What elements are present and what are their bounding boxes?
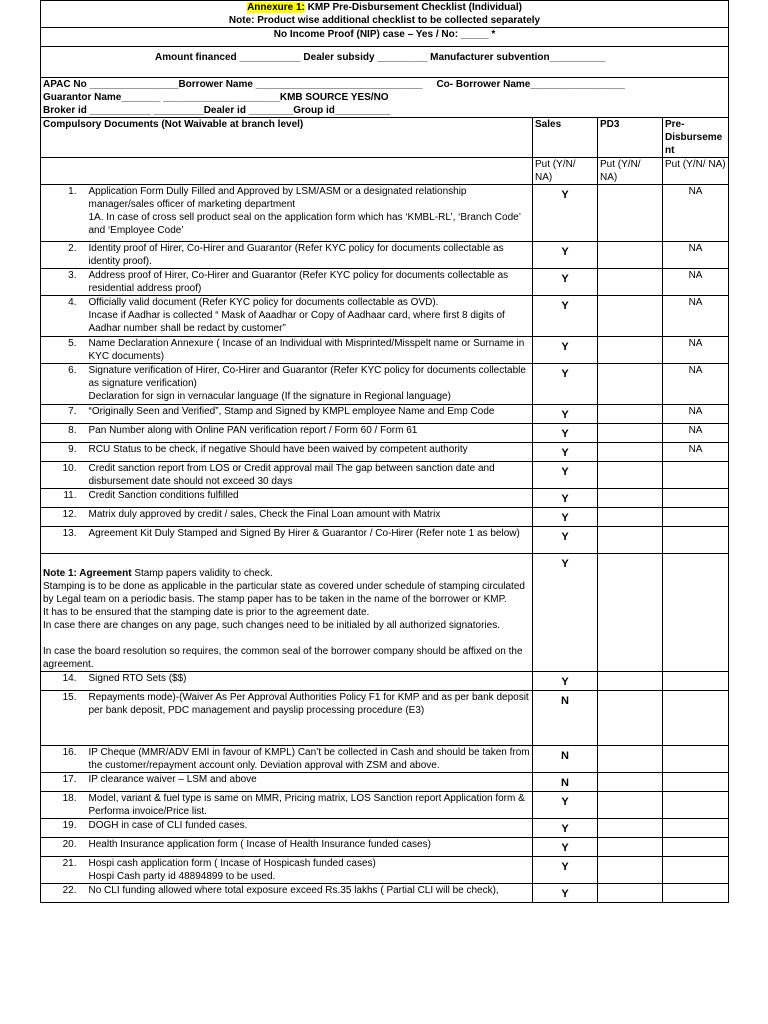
note-line: In case there are changes on any page, such changes need to be initialed by all authorized signatories. [43, 620, 500, 631]
sales-value[interactable]: Y [533, 364, 598, 405]
pd3-value[interactable] [598, 405, 663, 424]
item-number: 16. [41, 746, 87, 773]
sales-value[interactable]: Y [533, 443, 598, 462]
pre-disbursement-value[interactable] [663, 462, 729, 489]
checklist-item-row [41, 462, 729, 489]
item-number: 4. [41, 296, 87, 337]
pd3-value[interactable] [598, 424, 663, 443]
note-line: It has to be ensured that the stamping date is prior to the agreement date. [43, 607, 370, 618]
item-description [87, 185, 533, 242]
item-description-line: Health Insurance application form ( Incase of Health Insurance funded cases) [88, 839, 431, 850]
item-description-line: Hospi Cash party id 48894899 to be used. [88, 871, 276, 882]
annexure-label: Annexure 1: [247, 2, 305, 13]
pre-disbursement-value[interactable] [663, 489, 729, 508]
item-description [87, 884, 533, 903]
note-text: Stamp papers validity to check. [131, 568, 273, 579]
item-description [87, 838, 533, 857]
checklist-item-row [41, 773, 729, 792]
pre-disbursement-value[interactable] [663, 554, 729, 672]
checklist-title: KMP Pre-Disbursement Checklist (Individual) [307, 2, 522, 13]
amount-financed-field[interactable]: Amount financed ___________ [155, 52, 301, 63]
item-description-line: IP clearance waiver – LSM and above [88, 774, 257, 785]
item-description-line: “Originally Seen and Verified”, Stamp and Signed by KMPL employee Name and Emp Code [88, 406, 495, 417]
nip-row [41, 28, 729, 47]
pd3-value[interactable] [598, 489, 663, 508]
checklist-item-row [41, 857, 729, 884]
item-description-line: Incase if Aadhar is collected “ Mask of Aaadhar or Copy of Aadhaar card, where first 8 digits of Aadhar number shall be redact by customer” [88, 310, 505, 334]
pre-disbursement-value[interactable]: NA [663, 242, 729, 269]
sales-value[interactable]: Y [533, 269, 598, 296]
checklist-item-row [41, 672, 729, 691]
pd3-value[interactable] [598, 462, 663, 489]
nip-case[interactable]: No Income Proof (NIP) case – Yes / No: _____ * [273, 29, 496, 40]
item-description [87, 773, 533, 792]
item-number: 3. [41, 269, 87, 296]
item-number: 20. [41, 838, 87, 857]
item-description [87, 691, 533, 746]
checklist-table [40, 0, 729, 903]
item-description-line: RCU Status to be check, if negative Should have been waived by competent authority [88, 444, 468, 455]
pre-disbursement-value[interactable]: NA [663, 405, 729, 424]
pd3-value[interactable] [598, 792, 663, 819]
pre-disbursement-value[interactable]: NA [663, 185, 729, 242]
sales-value[interactable]: Y [533, 508, 598, 527]
sales-value[interactable]: Y [533, 857, 598, 884]
item-number: 1. [41, 185, 87, 242]
sales-value[interactable]: Y [533, 337, 598, 364]
dealer-subsidy-field[interactable]: Dealer subsidy _________ [303, 52, 428, 63]
item-number: 17. [41, 773, 87, 792]
sales-value[interactable]: Y [533, 405, 598, 424]
item-description [87, 424, 533, 443]
column-header-row [41, 118, 729, 158]
item-number: 19. [41, 819, 87, 838]
sales-column-header: Sales [533, 118, 598, 158]
apac-row [41, 78, 729, 92]
item-description [87, 672, 533, 691]
sales-value[interactable]: Y [533, 296, 598, 337]
item-number: 5. [41, 337, 87, 364]
sales-value[interactable]: Y [533, 489, 598, 508]
item-description [87, 405, 533, 424]
pre-disbursement-value[interactable]: NA [663, 443, 729, 462]
apac-borrower-fields[interactable]: APAC No ________________Borrower Name ______________________________ Co- Borrower Name_________________ [41, 78, 729, 92]
sales-value[interactable]: Y [533, 185, 598, 242]
item-description-line: Repayments mode)-(Waiver As Per Approval Authorities Policy F1 for KMP and as per bank deposit per bank deposit, PDC management and payslip processing procedure (E3) [88, 692, 529, 716]
sales-value[interactable]: N [533, 691, 598, 746]
guarantor-row [41, 91, 729, 104]
item-number: 15. [41, 691, 87, 746]
item-description [87, 269, 533, 296]
sales-value[interactable]: Y [533, 554, 598, 672]
checklist-item-row [41, 792, 729, 819]
pre-disbursement-value[interactable]: NA [663, 296, 729, 337]
item-description-line: IP Cheque (MMR/ADV EMI in favour of KMPL) Can’t be collected in Cash and should be taken from the customer/repayment account only. Deviation approval with ZSM and above. [88, 747, 530, 771]
pd3-value[interactable] [598, 269, 663, 296]
amount-row [41, 47, 729, 78]
checklist-item-row [41, 884, 729, 903]
item-description-line: Hospi cash application form ( Incase of Hospicash funded cases) [88, 858, 376, 869]
item-description [87, 508, 533, 527]
checklist-sheet [40, 0, 728, 903]
checklist-item-row [41, 838, 729, 857]
item-description [87, 489, 533, 508]
note-line: Stamping is to be done as applicable in the particular state as covered under schedule of stamping circulated by Legal team on a periodic basis. The stamp paper has to be taken in the name of the borrower or KMP. [43, 581, 525, 605]
checklist-item-row [41, 242, 729, 269]
item-number: 11. [41, 489, 87, 508]
pd3-value[interactable] [598, 242, 663, 269]
pre-disbursement-value[interactable] [663, 746, 729, 773]
item-description-line: No CLI funding allowed where total exposure exceed Rs.35 lakhs ( Partial CLI will be check), [88, 885, 499, 896]
item-description-line: Credit Sanction conditions fulfilled [88, 490, 239, 501]
pd3-value[interactable] [598, 296, 663, 337]
pre-disbursement-value[interactable]: NA [663, 337, 729, 364]
note-line: In case the board resolution so requires, the common seal of the borrower company should be affixed on the agreement. [43, 646, 523, 670]
checklist-item-row [41, 443, 729, 462]
item-description-line: Model, variant & fuel type is same on MMR, Pricing matrix, LOS Sanction report Application form & Performa invoice/Price list. [88, 793, 525, 817]
pre-disbursement-value[interactable] [663, 884, 729, 903]
pre-disbursement-value[interactable] [663, 773, 729, 792]
item-number: 14. [41, 672, 87, 691]
pre-disbursement-value[interactable] [663, 857, 729, 884]
pd3-value[interactable] [598, 185, 663, 242]
pd3-put-label: Put (Y/N/ NA) [598, 158, 663, 185]
checklist-item-row [41, 185, 729, 242]
pd3-value[interactable] [598, 527, 663, 554]
pd3-value[interactable] [598, 884, 663, 903]
sales-value[interactable]: N [533, 773, 598, 792]
pre-disbursement-value[interactable] [663, 672, 729, 691]
pre-disbursement-value[interactable] [663, 792, 729, 819]
pd3-value[interactable] [598, 838, 663, 857]
sales-value[interactable]: Y [533, 672, 598, 691]
sales-value[interactable]: Y [533, 242, 598, 269]
pd3-value[interactable] [598, 364, 663, 405]
checklist-item-row [41, 296, 729, 337]
note-label: Note 1: Agreement [43, 568, 132, 579]
item-description-line: Signed RTO Sets ($$) [88, 673, 187, 684]
item-description [87, 242, 533, 269]
checklist-item-row [41, 364, 729, 405]
pd3-value[interactable] [598, 554, 663, 672]
item-description-line: Address proof of Hirer, Co-Hirer and Guarantor (Refer KYC policy for documents collectable as residential address proof) [88, 270, 509, 294]
checklist-item-row [41, 691, 729, 746]
item-number: 22. [41, 884, 87, 903]
item-description-line: Identity proof of Hirer, Co-Hirer and Guarantor (Refer KYC policy for documents collectable as identity proof). [88, 243, 504, 267]
item-description-line: Pan Number along with Online PAN verification report / Form 60 / Form 61 [88, 425, 418, 436]
pre-disbursement-put-label: Put (Y/N/ NA) [663, 158, 729, 185]
item-description-line: Signature verification of Hirer, Co-Hirer and Guarantor (Refer KYC policy for documents collectable as signature verification) [88, 365, 526, 389]
item-description [87, 792, 533, 819]
agreement-note [41, 554, 533, 672]
item-description [87, 443, 533, 462]
item-description-line: Agreement Kit Duly Stamped and Signed By Hirer & Guarantor / Co-Hirer (Refer note 1 as below) [88, 528, 520, 539]
checklist-item-row [41, 405, 729, 424]
pd3-value[interactable] [598, 819, 663, 838]
checklist-item-row [41, 337, 729, 364]
pd3-value[interactable] [598, 691, 663, 746]
item-description [87, 337, 533, 364]
item-description-line: Matrix duly approved by credit / sales, Check the Final Loan amount with Matrix [88, 509, 441, 520]
sales-value[interactable]: N [533, 746, 598, 773]
pd3-value[interactable] [598, 337, 663, 364]
item-description [87, 364, 533, 405]
product-note: Note: Product wise additional checklist to be collected separately [228, 15, 541, 26]
section-heading: Compulsory Documents (Not Waivable at branch level) [41, 118, 533, 158]
pd3-value[interactable] [598, 443, 663, 462]
pd3-value[interactable] [598, 672, 663, 691]
pd3-value[interactable] [598, 773, 663, 792]
pre-disbursement-value[interactable] [663, 508, 729, 527]
broker-dealer-fields[interactable]: Broker id ___________ _________Dealer id ________Group id__________ [41, 104, 729, 118]
guarantor-fields[interactable]: Guarantor Name_______ _____________________KMB SOURCE YES/NO [41, 91, 729, 104]
item-description [87, 746, 533, 773]
item-description-line: 1A. In case of cross sell product seal on the application form which has ‘KMBL-RL’, ‘Branch Code’ and ‘Employee Code’ [88, 212, 521, 236]
sales-value[interactable]: Y [533, 462, 598, 489]
item-description [87, 857, 533, 884]
pre-disbursement-value[interactable] [663, 691, 729, 746]
item-description [87, 296, 533, 337]
pd3-value[interactable] [598, 746, 663, 773]
item-description-line: DOGH in case of CLI funded cases. [88, 820, 248, 831]
checklist-item-row [41, 489, 729, 508]
put-row [41, 158, 729, 185]
checklist-item-row [41, 269, 729, 296]
item-description-line: Application Form Dully Filled and Approved by LSM/ASM or a designated relationship manager/sales officer of marketing department [88, 186, 467, 210]
sales-value[interactable]: Y [533, 792, 598, 819]
item-description [87, 462, 533, 489]
item-number: 6. [41, 364, 87, 405]
item-number: 12. [41, 508, 87, 527]
item-number: 13. [41, 527, 87, 554]
checklist-item-row [41, 424, 729, 443]
pre-disbursement-value[interactable]: NA [663, 364, 729, 405]
item-description-line: Declaration for sign in vernacular language (If the signature in Regional language) [88, 391, 451, 402]
broker-row [41, 104, 729, 118]
pre-disbursement-value[interactable] [663, 838, 729, 857]
pre-disbursement-value[interactable] [663, 527, 729, 554]
pre-disbursement-column-header: Pre-Disburseme nt [663, 118, 729, 158]
item-number: 18. [41, 792, 87, 819]
pd3-column-header: PD3 [598, 118, 663, 158]
item-number: 2. [41, 242, 87, 269]
agreement-note-row [41, 554, 729, 672]
checklist-item-row [41, 746, 729, 773]
sales-put-label: Put (Y/N/ NA) [533, 158, 598, 185]
item-number: 8. [41, 424, 87, 443]
item-number: 21. [41, 857, 87, 884]
pre-disbursement-value[interactable]: NA [663, 269, 729, 296]
pd3-value[interactable] [598, 857, 663, 884]
sales-value[interactable]: Y [533, 884, 598, 903]
item-number: 9. [41, 443, 87, 462]
sales-value[interactable]: Y [533, 527, 598, 554]
checklist-item-row [41, 508, 729, 527]
item-number: 7. [41, 405, 87, 424]
pre-disbursement-value[interactable]: NA [663, 424, 729, 443]
checklist-item-row [41, 819, 729, 838]
checklist-item-row [41, 527, 729, 554]
item-description [87, 819, 533, 838]
pre-disbursement-value[interactable] [663, 819, 729, 838]
title-row [41, 1, 729, 28]
sales-value[interactable]: Y [533, 838, 598, 857]
pd3-value[interactable] [598, 508, 663, 527]
note-line [43, 632, 530, 645]
item-description [87, 527, 533, 554]
manufacturer-subvention-field[interactable]: Manufacturer subvention__________ [430, 52, 606, 63]
item-description-line: Name Declaration Annexure ( Incase of an Individual with Misprinted/Misspelt name or Surname in KYC documents) [88, 338, 525, 362]
item-number: 10. [41, 462, 87, 489]
item-description-line: Officially valid document (Refer KYC policy for documents collectable as OVD). [88, 297, 439, 308]
item-description-line: Credit sanction report from LOS or Credit approval mail The gap between sanction date and disbursement date should not exceed 30 days [88, 463, 495, 487]
sales-value[interactable]: Y [533, 819, 598, 838]
sales-value[interactable]: Y [533, 424, 598, 443]
